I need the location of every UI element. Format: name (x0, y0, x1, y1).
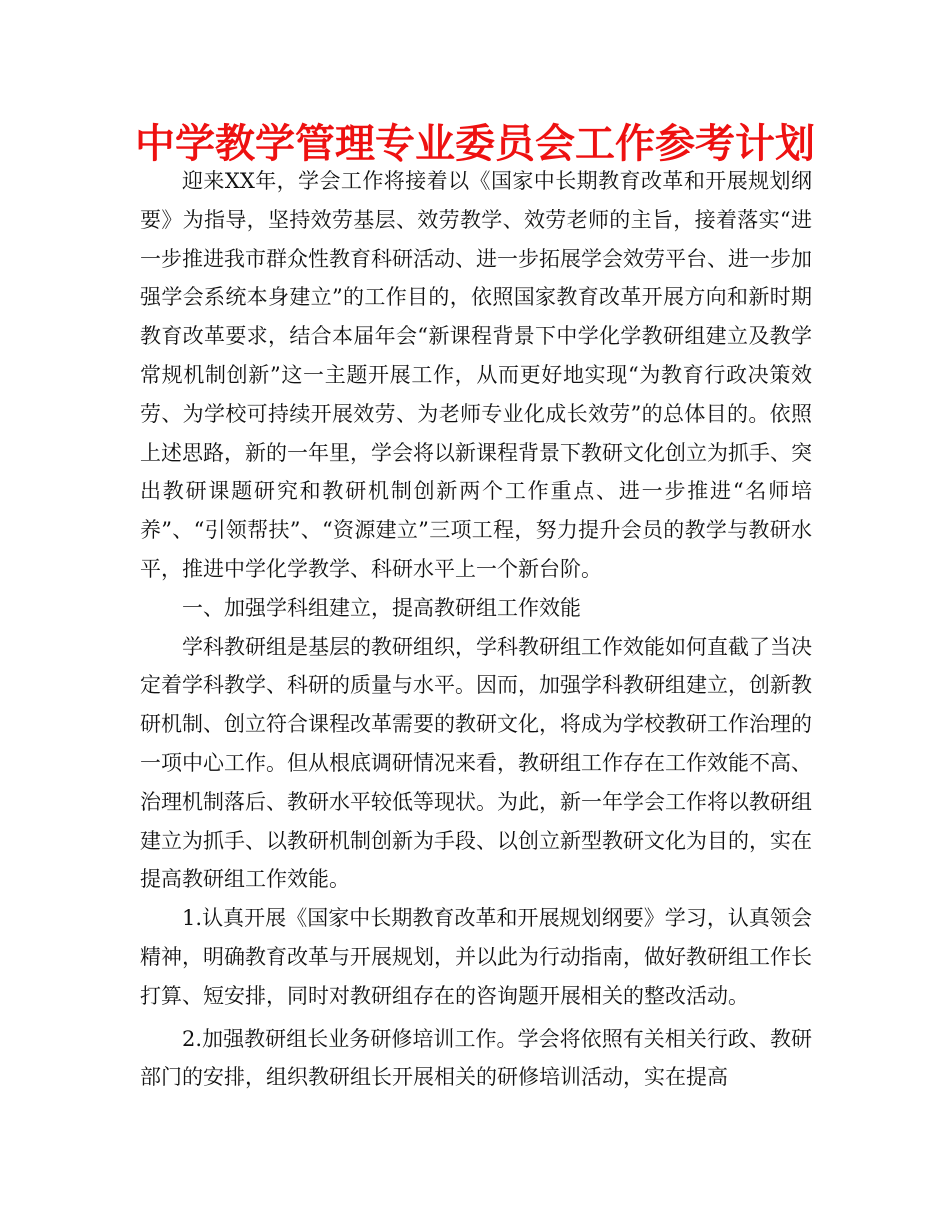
paragraph-section-1: 学科教研组是基层的教研组织，学科教研组工作效能如何直截了当决定着学科教学、科研的质量与水平。因而，加强学科教研组建立，创新教研机制、创立符合课程改革需要的教研文化，将成为学校教研工作治理的一项中心工作。但从根底调研情况来看，教研组工作存在工作效能不高、治理机制落后、教研水平较低等现状。为此，新一年学会工作将以教研组建立为抓手、以教研机制创新为手段、以创立新型教研文化为目的，实在提高教研组工作效能。 (140, 634, 812, 892)
list-item-1: 1.认真开展《国家中长期教育改革和开展规划纲要》学习，认真领会精神，明确教育改革与开展规划，并以此为行动指南，做好教研组工作长打算、短安排，同时对教研组存在的咨询题开展相关的整改活动。 (140, 906, 812, 1008)
paragraph-intro: 迎来XX年，学会工作将接着以《国家中长期教育改革和开展规划纲要》为指导，坚持效劳基层、效劳教学、效劳老师的主旨，接着落实“进一步推进我市群众性教育科研活动、进一步拓展学会效劳平台、进一步加强学会系统本身建立”的工作目的，依照国家教育改革开展方向和新时期教育改革要求，结合本届年会“新课程背景下中学化学教研组建立及教学常规机制创新”这一主题开展工作，从而更好地实现“为教育行政决策效劳、为学校可持续开展效劳、为老师专业化成长效劳”的总体目的。依照上述思路，新的一年里，学会将以新课程背景下教研文化创立为抓手、突出教研课题研究和教研机制创新两个工作重点、进一步推进“名师培养”、“引领帮扶”、“资源建立”三项工程，努力提升会员的教学与教研水平，推进中学化学教学、科研水平上一个新台阶。 (140, 169, 812, 581)
document-title: 中学教学管理专业委员会工作参考计划 (135, 120, 815, 167)
list-item-2: 2.加强教研组长业务研修培训工作。学会将依照有关相关行政、教研部门的安排，组织教研组长开展相关的研修培训活动，实在提高 (140, 1026, 812, 1090)
section-heading-1: 一、加强学科组建立，提高教研组工作效能 (182, 595, 581, 620)
document-body (140, 162, 812, 1097)
